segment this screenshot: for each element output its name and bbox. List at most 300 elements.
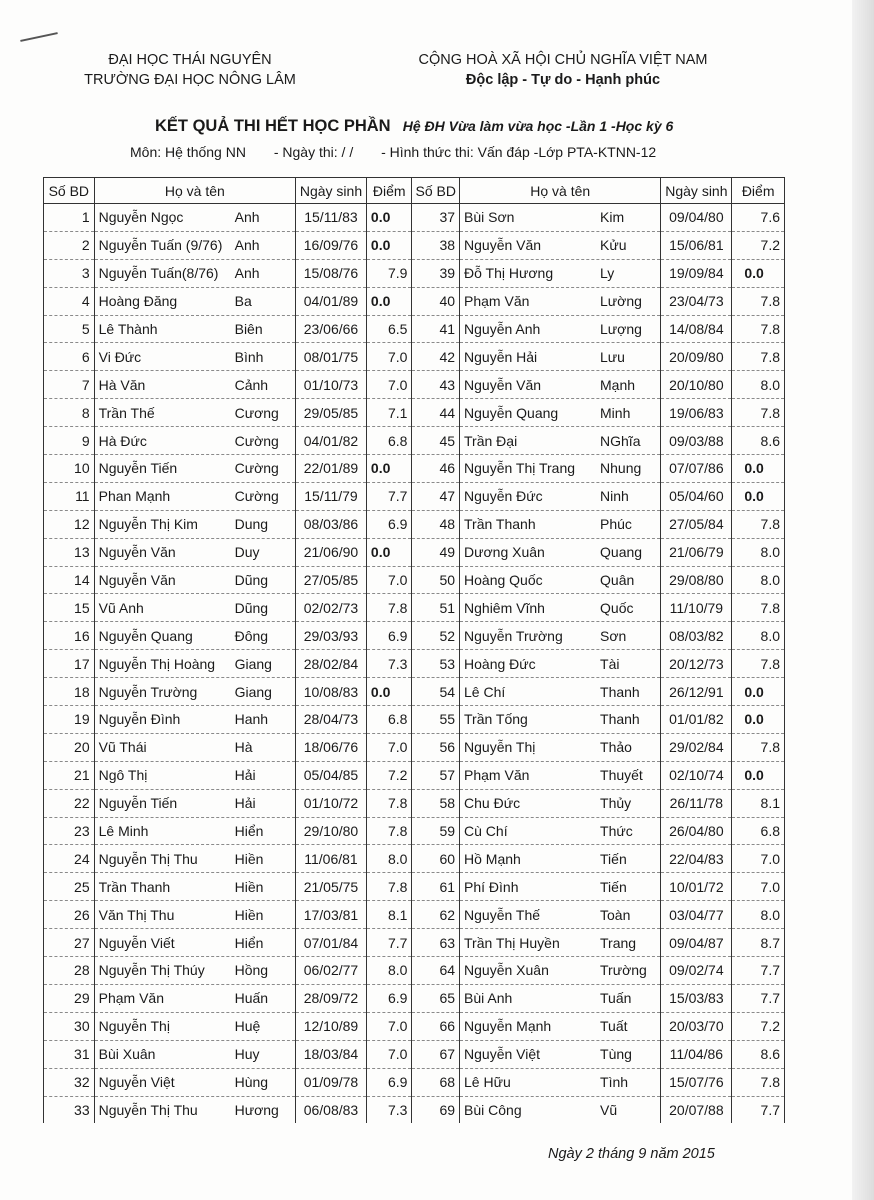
table-row (44, 538, 785, 566)
given-name: Sơn (600, 627, 627, 644)
surname-middle: Nguyễn Việt (464, 1046, 541, 1063)
date-of-birth: 06/08/83 (296, 1096, 367, 1123)
surname-middle: Nghiêm Vĩnh (464, 599, 545, 616)
given-name: Tài (600, 655, 620, 672)
given-name: Tình (600, 1074, 629, 1091)
student-name (94, 231, 295, 259)
candidate-number: 26 (44, 901, 95, 929)
surname-middle: Nguyễn Thế (464, 906, 541, 923)
date-of-birth: 01/10/73 (296, 371, 367, 399)
date-of-birth: 15/03/83 (661, 984, 732, 1012)
score: 7.7 (366, 482, 412, 510)
column-header: Điểm (366, 178, 412, 204)
candidate-number: 27 (44, 929, 95, 957)
date-of-birth: 21/05/75 (296, 873, 367, 901)
motto: Độc lập - Tự do - Hạnh phúc (465, 72, 661, 88)
surname-middle: Dương Xuân (464, 544, 545, 561)
candidate-number: 21 (44, 761, 95, 789)
table-row (44, 510, 785, 538)
score: 8.0 (732, 566, 785, 594)
score: 8.1 (366, 901, 412, 929)
given-name: Toàn (600, 906, 631, 923)
score: 7.8 (732, 733, 785, 761)
date-of-birth: 10/08/83 (296, 678, 367, 706)
surname-middle: Nguyễn Đình (98, 711, 181, 728)
date-of-birth: 10/01/72 (661, 873, 732, 901)
table-row (44, 789, 785, 817)
score: 8.6 (732, 1040, 785, 1068)
student-name (94, 1040, 295, 1068)
score: 7.8 (732, 650, 785, 678)
title-main: KẾT QUẢ THI HẾT HỌC PHẦN (155, 117, 391, 135)
surname-middle: Nguyễn Tiến (98, 460, 178, 477)
date-of-birth: 07/07/86 (661, 455, 732, 483)
surname-middle: Nguyễn Viết (98, 934, 175, 951)
candidate-number: 13 (44, 538, 95, 566)
table-row (44, 622, 785, 650)
date-of-birth: 02/10/74 (661, 761, 732, 789)
score: 7.7 (732, 1096, 785, 1123)
student-name (94, 929, 295, 957)
table-row (44, 231, 785, 259)
given-name: Hiển (234, 823, 264, 840)
candidate-number: 58 (412, 789, 460, 817)
score: 0.0 (732, 678, 785, 706)
surname-middle: Cù Chí (464, 823, 508, 840)
table-row (44, 845, 785, 873)
given-name: Anh (234, 209, 260, 226)
student-name (94, 873, 295, 901)
surname-middle: Nguyễn Tuấn (9/76) (98, 237, 223, 254)
student-name (460, 482, 661, 510)
student-name (94, 901, 295, 929)
date-of-birth: 04/01/89 (296, 287, 367, 315)
date-of-birth: 04/01/82 (296, 427, 367, 455)
grades-table (43, 177, 785, 1123)
table-row (44, 427, 785, 455)
surname-middle: Hoàng Đức (464, 655, 536, 672)
score: 8.0 (366, 845, 412, 873)
student-name (94, 594, 295, 622)
surname-middle: Nguyễn Quang (464, 404, 559, 421)
candidate-number: 17 (44, 650, 95, 678)
given-name: Quang (600, 544, 643, 561)
score: 7.0 (366, 1012, 412, 1040)
table-row (44, 594, 785, 622)
surname-middle: Nguyễn Thị Thu (98, 1101, 198, 1118)
candidate-number: 10 (44, 455, 95, 483)
surname-middle: Nguyễn Xuân (464, 962, 549, 979)
candidate-number: 20 (44, 733, 95, 761)
surname-middle: Lê Hữu (464, 1074, 511, 1091)
surname-middle: Vũ Anh (98, 599, 144, 616)
student-name (94, 455, 295, 483)
date-of-birth: 23/04/73 (661, 287, 732, 315)
given-name: Hồng (234, 962, 269, 979)
score: 7.8 (366, 594, 412, 622)
surname-middle: Bùi Anh (464, 990, 513, 1007)
surname-middle: Nguyễn Ngọc (98, 209, 184, 226)
score: 7.3 (366, 1096, 412, 1123)
candidate-number: 62 (412, 901, 460, 929)
date-of-birth: 09/04/87 (661, 929, 732, 957)
score: 7.7 (732, 984, 785, 1012)
candidate-number: 5 (44, 315, 95, 343)
candidate-number: 3 (44, 259, 95, 287)
score: 7.2 (732, 231, 785, 259)
given-name: Đông (234, 627, 269, 644)
surname-middle: Nguyễn Quang (98, 627, 193, 644)
surname-middle: Nguyễn Thị Hoàng (98, 655, 216, 672)
student-name (94, 315, 295, 343)
score: 6.8 (732, 817, 785, 845)
date-of-birth: 29/02/84 (661, 733, 732, 761)
given-name: Thảo (600, 739, 632, 756)
given-name: Lường (600, 293, 642, 310)
surname-middle: Bùi Công (464, 1101, 522, 1118)
score: 7.7 (366, 929, 412, 957)
surname-middle: Hà Đức (98, 432, 147, 449)
surname-middle: Nguyễn Thị (464, 739, 536, 756)
date-of-birth: 09/02/74 (661, 957, 732, 985)
date-of-birth: 06/02/77 (296, 957, 367, 985)
student-name (460, 984, 661, 1012)
column-header: Họ và tên (460, 178, 661, 204)
date-of-birth: 15/06/81 (661, 231, 732, 259)
column-header: Số BD (412, 178, 460, 204)
candidate-number: 12 (44, 510, 95, 538)
score: 7.8 (366, 817, 412, 845)
table-row (44, 259, 785, 287)
date-of-birth: 28/04/73 (296, 706, 367, 734)
surname-middle: Nguyễn Đức (464, 488, 543, 505)
student-name (94, 678, 295, 706)
surname-middle: Nguyễn Văn (98, 544, 176, 561)
given-name: NGhĩa (600, 432, 641, 449)
score: 8.0 (732, 901, 785, 929)
student-name (94, 817, 295, 845)
candidate-number: 42 (412, 343, 460, 371)
table-row (44, 566, 785, 594)
candidate-number: 59 (412, 817, 460, 845)
score: 7.0 (366, 566, 412, 594)
given-name: Kim (600, 209, 625, 226)
candidate-number: 29 (44, 984, 95, 1012)
table-row (44, 929, 785, 957)
date-of-birth: 21/06/79 (661, 538, 732, 566)
date-of-birth: 15/07/76 (661, 1068, 732, 1096)
given-name: Tuấn (600, 990, 632, 1007)
given-name: Thanh (600, 711, 640, 728)
given-name: Dung (234, 516, 269, 533)
student-name (460, 204, 661, 232)
date-of-birth: 22/04/83 (661, 845, 732, 873)
student-name (94, 287, 295, 315)
candidate-number: 31 (44, 1040, 95, 1068)
table-body (44, 204, 785, 1124)
given-name: Mạnh (600, 376, 636, 393)
given-name: Huấn (234, 990, 269, 1007)
given-name: Anh (234, 265, 260, 282)
table-row (44, 984, 785, 1012)
student-name (94, 957, 295, 985)
given-name: Anh (234, 237, 260, 254)
candidate-number: 57 (412, 761, 460, 789)
candidate-number: 16 (44, 622, 95, 650)
candidate-number: 6 (44, 343, 95, 371)
table-row (44, 315, 785, 343)
surname-middle: Trần Thanh (98, 878, 171, 895)
table-row (44, 817, 785, 845)
table-row (44, 1012, 785, 1040)
date-of-birth: 02/02/73 (296, 594, 367, 622)
candidate-number: 64 (412, 957, 460, 985)
given-name: Lượng (600, 321, 642, 337)
given-name: Huy (234, 1046, 260, 1063)
date-of-birth: 19/09/84 (661, 259, 732, 287)
date-of-birth: 09/03/88 (661, 427, 732, 455)
given-name: Thuyết (600, 767, 643, 784)
candidate-number: 7 (44, 371, 95, 399)
date-of-birth: 11/10/79 (661, 594, 732, 622)
candidate-number: 28 (44, 957, 95, 985)
candidate-number: 44 (412, 399, 460, 427)
candidate-number: 41 (412, 315, 460, 343)
student-name (460, 399, 661, 427)
surname-middle: Vi Đức (98, 348, 142, 365)
surname-middle: Trần Thị Huyền (464, 934, 560, 951)
student-name (460, 1096, 661, 1123)
date-of-birth: 11/06/81 (296, 845, 367, 873)
date-of-birth: 26/11/78 (661, 789, 732, 817)
score: 7.8 (732, 315, 785, 343)
date-of-birth: 07/01/84 (296, 929, 367, 957)
given-name: Cường (234, 488, 279, 505)
student-name (94, 510, 295, 538)
candidate-number: 69 (412, 1096, 460, 1123)
candidate-number: 25 (44, 873, 95, 901)
candidate-number: 39 (412, 259, 460, 287)
date-of-birth: 08/03/82 (661, 622, 732, 650)
table-row (44, 901, 785, 929)
score: 0.0 (366, 455, 412, 483)
date-of-birth: 14/08/84 (661, 315, 732, 343)
table-row (44, 371, 785, 399)
student-name (94, 259, 295, 287)
student-name (460, 706, 661, 734)
surname-middle: Hoàng Quốc (464, 572, 543, 589)
surname-middle: Nguyễn Trường (98, 683, 198, 700)
given-name: Thức (600, 823, 633, 840)
date-of-birth: 29/10/80 (296, 817, 367, 845)
given-name: Hiền (234, 906, 264, 923)
score: 6.9 (366, 984, 412, 1012)
score: 8.6 (732, 427, 785, 455)
column-header: Ngày sinh (296, 178, 367, 204)
given-name: Tùng (600, 1046, 632, 1063)
student-name (460, 733, 661, 761)
student-name (460, 901, 661, 929)
footer-date: Ngày 2 tháng 9 năm 2015 (548, 1146, 715, 1162)
surname-middle: Nguyễn Văn (464, 237, 542, 254)
candidate-number: 37 (412, 204, 460, 232)
score: 7.0 (366, 733, 412, 761)
candidate-number: 4 (44, 287, 95, 315)
page-edge (852, 0, 874, 1200)
score: 8.0 (732, 538, 785, 566)
candidate-number: 33 (44, 1096, 95, 1123)
table-row (44, 343, 785, 371)
score: 0.0 (732, 482, 785, 510)
surname-middle: Hồ Mạnh (464, 850, 521, 867)
date-of-birth: 20/10/80 (661, 371, 732, 399)
date-of-birth: 18/06/76 (296, 733, 367, 761)
given-name: Quốc (600, 599, 634, 616)
candidate-number: 18 (44, 678, 95, 706)
student-name (94, 706, 295, 734)
candidate-number: 60 (412, 845, 460, 873)
surname-middle: Lê Chí (464, 683, 506, 700)
student-name (460, 957, 661, 985)
candidate-number: 49 (412, 538, 460, 566)
student-name (460, 817, 661, 845)
university-name: ĐẠI HỌC THÁI NGUYÊN (108, 52, 272, 68)
candidate-number: 50 (412, 566, 460, 594)
student-name (94, 538, 295, 566)
candidate-number: 14 (44, 566, 95, 594)
document-title (155, 117, 673, 136)
student-name (94, 1068, 295, 1096)
given-name: Tiến (600, 878, 627, 895)
candidate-number: 56 (412, 733, 460, 761)
student-name (94, 1012, 295, 1040)
surname-middle: Nguyễn Thị Thu (98, 850, 198, 867)
student-name (460, 929, 661, 957)
candidate-number: 52 (412, 622, 460, 650)
student-name (460, 789, 661, 817)
given-name: Quân (600, 572, 635, 589)
student-name (460, 259, 661, 287)
given-name: Dũng (234, 572, 269, 589)
candidate-number: 40 (412, 287, 460, 315)
date-of-birth: 20/03/70 (661, 1012, 732, 1040)
surname-middle: Nguyễn Trường (464, 627, 563, 644)
score: 7.8 (732, 510, 785, 538)
table-row (44, 761, 785, 789)
score: 7.8 (732, 287, 785, 315)
score: 7.7 (732, 957, 785, 985)
surname-middle: Nguyễn Thị (98, 1018, 170, 1035)
student-name (460, 371, 661, 399)
student-name (94, 343, 295, 371)
surname-middle: Văn Thị Thu (98, 906, 175, 923)
candidate-number: 48 (412, 510, 460, 538)
candidate-number: 66 (412, 1012, 460, 1040)
given-name: Huệ (234, 1018, 261, 1035)
date-of-birth: 12/10/89 (296, 1012, 367, 1040)
given-name: Lưu (600, 348, 625, 365)
table-row (44, 1040, 785, 1068)
table-row (44, 650, 785, 678)
student-name (460, 761, 661, 789)
score: 7.8 (366, 873, 412, 901)
table-row (44, 706, 785, 734)
surname-middle: Nguyễn Thị Kim (98, 516, 198, 533)
student-name (94, 1096, 295, 1123)
surname-middle: Nguyễn Việt (98, 1074, 175, 1091)
surname-middle: Trần Tống (464, 711, 528, 728)
student-name (460, 1068, 661, 1096)
date-of-birth: 29/05/85 (296, 399, 367, 427)
surname-middle: Trần Thế (98, 404, 155, 421)
date-of-birth: 16/09/76 (296, 231, 367, 259)
score: 0.0 (366, 287, 412, 315)
given-name: Tuất (600, 1018, 628, 1035)
date-of-birth: 05/04/60 (661, 482, 732, 510)
student-name (460, 845, 661, 873)
score: 6.9 (366, 510, 412, 538)
candidate-number: 9 (44, 427, 95, 455)
score: 7.0 (366, 343, 412, 371)
score: 0.0 (732, 706, 785, 734)
given-name: Phúc (600, 516, 632, 533)
surname-middle: Vũ Thái (98, 739, 147, 756)
student-name (94, 566, 295, 594)
surname-middle: Phan Mạnh (98, 488, 171, 505)
given-name: Tiến (600, 850, 627, 867)
header-right (418, 50, 708, 90)
surname-middle: Nguyễn Hải (464, 348, 538, 365)
surname-middle: Phạm Văn (98, 990, 164, 1007)
score: 7.2 (366, 761, 412, 789)
surname-middle: Bùi Xuân (98, 1046, 156, 1063)
given-name: Ly (600, 265, 615, 282)
given-name: Thủy (600, 795, 632, 812)
title-system: Hệ ĐH Vừa làm vừa học -Lần 1 -Học kỳ 6 (402, 118, 674, 134)
student-name (460, 1040, 661, 1068)
given-name: Duy (234, 544, 260, 561)
given-name: Giang (234, 655, 272, 672)
given-name: Cương (234, 404, 279, 421)
surname-middle: Chu Đức (464, 795, 521, 812)
student-name (94, 622, 295, 650)
date-of-birth: 26/12/91 (661, 678, 732, 706)
date-of-birth: 03/04/77 (661, 901, 732, 929)
score: 7.8 (366, 789, 412, 817)
score: 8.0 (366, 957, 412, 985)
candidate-number: 46 (412, 455, 460, 483)
score: 7.1 (366, 399, 412, 427)
date-of-birth: 09/04/80 (661, 204, 732, 232)
date-of-birth: 01/10/72 (296, 789, 367, 817)
student-name (460, 287, 661, 315)
candidate-number: 15 (44, 594, 95, 622)
surname-middle: Lê Minh (98, 823, 149, 840)
candidate-number: 55 (412, 706, 460, 734)
student-name (94, 845, 295, 873)
student-name (94, 399, 295, 427)
candidate-number: 22 (44, 789, 95, 817)
date-of-birth: 27/05/85 (296, 566, 367, 594)
student-name (94, 733, 295, 761)
candidate-number: 45 (412, 427, 460, 455)
date-of-birth: 19/06/83 (661, 399, 732, 427)
table-row (44, 1068, 785, 1096)
given-name: Hải (234, 795, 256, 812)
surname-middle: Bùi Sơn (464, 209, 515, 226)
table-row (44, 733, 785, 761)
score: 0.0 (366, 538, 412, 566)
